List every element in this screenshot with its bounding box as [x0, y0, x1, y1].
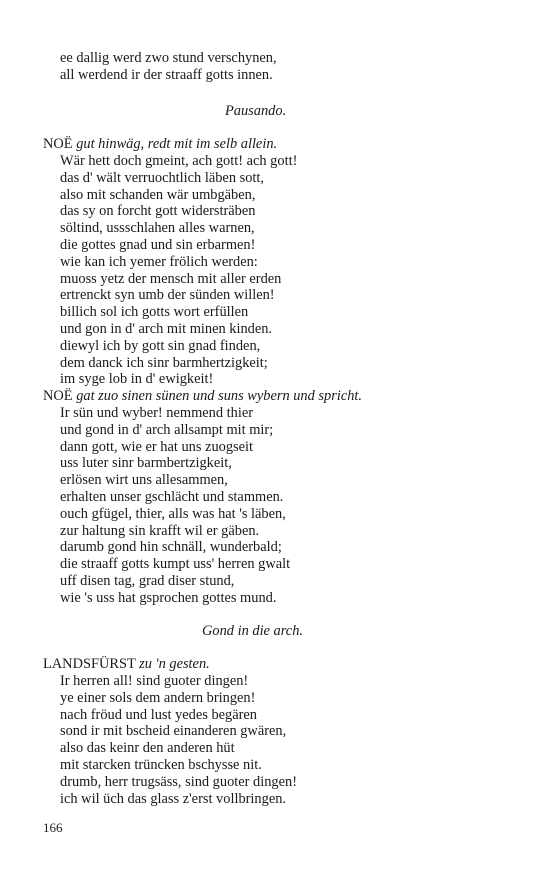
speaker-name: LANDSFÜRST: [43, 656, 136, 672]
verse-line: uss luter sinr barmbertzigkeit,: [60, 455, 232, 472]
verse-line: Ir sün und wyber! nemmend thier: [60, 405, 254, 421]
verse-line: zur haltung sin krafft wil er gäben.: [60, 522, 260, 539]
speaker-heading-noe-2: [0, 388, 550, 405]
verse-line: all werdend ir der straaff gotts innen.: [60, 66, 273, 83]
verse-line: die straaff gotts kumpt uss' herren gwalt: [60, 556, 291, 573]
verse-line: im syge lob in d' ewigkeit!: [60, 371, 214, 388]
verse-line: und gond in d' arch allsampt mit mir;: [60, 421, 274, 438]
verse-line: nach fröud und lust yedes begären: [60, 706, 258, 723]
verse-line: drumb, herr trugsäss, sind guoter dingen!: [60, 773, 298, 790]
noe-speech-1-verse: [0, 153, 550, 388]
speaker-name: NOË: [43, 136, 73, 152]
verse-line: mit starcken trüncken bschysse nit.: [60, 756, 262, 773]
page-number: 166: [43, 820, 63, 835]
noe-speech-2-verse: [0, 405, 550, 607]
verse-line: ye einer sols dem andern bringen!: [60, 689, 256, 706]
speaker-direction: gut hinwäg, redt mit im selb allein.: [76, 136, 278, 152]
stage-direction-gond: Gond in die arch.: [202, 623, 303, 639]
speaker-direction: zu 'n gesten.: [139, 656, 210, 672]
verse-line: wie 's uss hat gsprochen gottes mund.: [60, 589, 277, 606]
speaker-name: NOË: [43, 388, 73, 404]
opening-verse: [0, 50, 550, 84]
verse-line: uff disen tag, grad diser stund,: [60, 572, 235, 589]
verse-line: ertrenckt syn umb der sünden willen!: [60, 287, 275, 304]
verse-line: das d' wält verruochtlich läben sott,: [60, 169, 265, 186]
stage-direction-pausando: Pausando.: [225, 103, 287, 119]
verse-line: diewyl ich by gott sin gnad finden,: [60, 337, 261, 354]
verse-line: Wär hett doch gmeint, ach gott! ach gott!: [60, 153, 298, 169]
verse-line: sond ir mit bscheid einanderen gwären,: [60, 723, 287, 740]
landsfuerst-speech-verse: [0, 673, 550, 807]
verse-line: erlösen wirt uns allesammen,: [60, 472, 228, 489]
verse-line: Ir herren all! sind guoter dingen!: [60, 673, 249, 689]
verse-line: muoss yetz der mensch mit aller erden: [60, 270, 282, 287]
speaker-direction: gat zuo sinen sünen und suns wybern und spricht.: [76, 388, 362, 404]
verse-line: ee dallig werd zwo stund verschynen,: [60, 50, 277, 66]
speaker-heading-noe-1: [0, 136, 550, 153]
verse-line: dem danck ich sinr barmhertzigkeit;: [60, 354, 268, 371]
verse-line: billich sol ich gotts wort erfüllen: [60, 304, 249, 321]
verse-line: also mit schanden wär umbgäben,: [60, 186, 256, 203]
verse-line: wie kan ich yemer frölich werden:: [60, 253, 258, 270]
verse-line: söltind, ussschlahen alles warnen,: [60, 220, 255, 237]
verse-line: also das keinr den anderen hüt: [60, 740, 235, 757]
verse-line: ich wil üch das glass z'erst vollbringen.: [60, 790, 286, 807]
verse-line: und gon in d' arch mit minen kinden.: [60, 320, 273, 337]
verse-line: das sy on forcht gott widersträben: [60, 203, 256, 220]
verse-line: erhalten unser gschlächt und stammen.: [60, 488, 284, 505]
verse-line: darumb gond hin schnäll, wunderbald;: [60, 539, 282, 556]
verse-line: die gottes gnad und sin erbarmen!: [60, 236, 256, 253]
verse-line: ouch gfügel, thier, alls was hat 's läben,: [60, 505, 286, 522]
verse-line: dann gott, wie er hat uns zuogseit: [60, 438, 254, 455]
speaker-heading-landsfuerst: [0, 656, 550, 673]
